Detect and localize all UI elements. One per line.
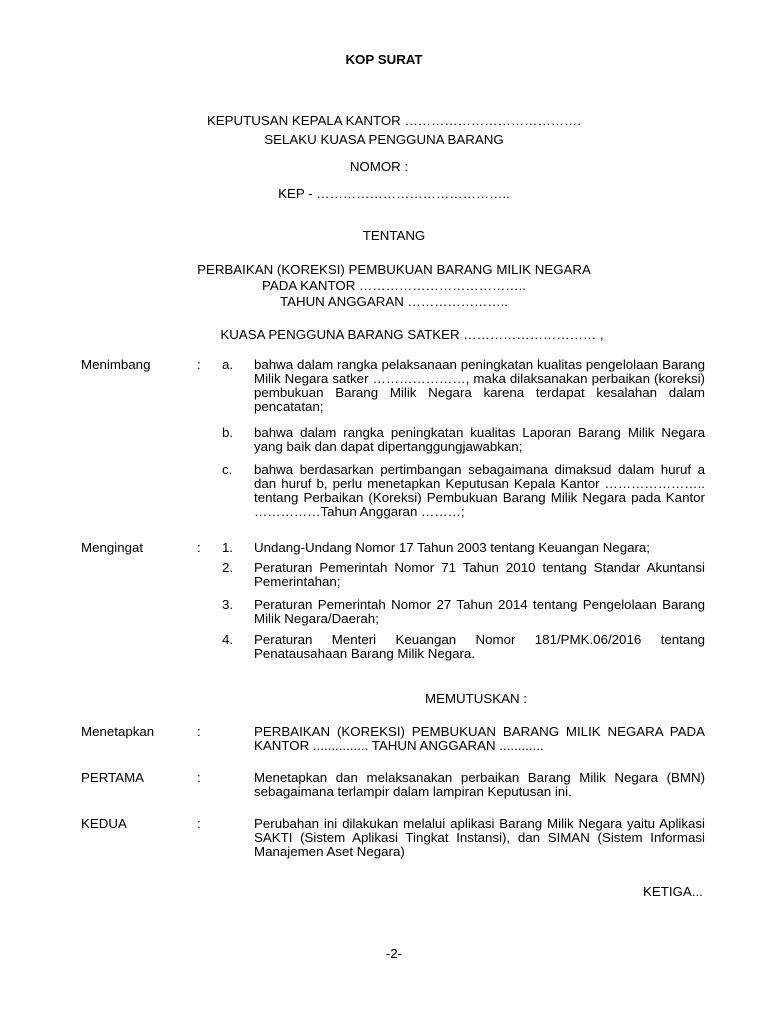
mengingat-colon: : xyxy=(197,540,201,555)
kep-number: KEP - …………………………………….. xyxy=(278,186,510,201)
kedua-text: Perubahan ini dilakukan melalui aplikasi Barang Milik Negara yaitu Aplikasi SAKTI (Sistem Aplikasi Tingkat Instansi), dan SIMAN (Sistem Informasi Manajemen Aset Negara) xyxy=(254,816,705,859)
mengingat-item-num: 4. xyxy=(222,632,234,647)
pertama-colon: : xyxy=(197,770,201,785)
menimbang-label: Menimbang xyxy=(81,357,151,372)
mengingat-item-text: Peraturan Menteri Keuangan Nomor 181/PMK.06/2016 tentang Penatausahaan Barang Milik Negara. xyxy=(254,632,705,661)
page-number: -2- xyxy=(385,946,403,961)
continuation-marker: KETIGA... xyxy=(643,884,703,899)
decree-subtitle-line: SELAKU KUASA PENGGUNA BARANG xyxy=(264,132,504,147)
menimbang-item-num: a. xyxy=(222,357,234,372)
menimbang-item-text: bahwa dalam rangka peningkatan kualitas Laporan Barang Milik Negara yang baik dan dapat dipertanggungjawabkan; xyxy=(254,425,705,454)
memutuskan-heading: MEMUTUSKAN : xyxy=(425,691,527,706)
decree-title-line: KEPUTUSAN KEPALA KANTOR …………………………………. xyxy=(206,113,582,128)
mengingat-item-text: Peraturan Pemerintah Nomor 27 Tahun 2014 tentang Pengelolaan Barang Milik Negara/Daerah; xyxy=(254,597,705,626)
menimbang-item-num: b. xyxy=(222,425,234,440)
menetapkan-colon: : xyxy=(197,724,201,739)
mengingat-item-num: 3. xyxy=(222,597,234,612)
mengingat-item-text: Undang-Undang Nomor 17 Tahun 2003 tentang Keuangan Negara; xyxy=(254,540,651,555)
pertama-text: Menetapkan dan melaksanakan perbaikan Barang Milik Negara (BMN) sebagaimana terlampir dalam lampiran Keputusan ini. xyxy=(254,770,705,799)
kuasa-pengguna-line: KUASA PENGGUNA BARANG SATKER ………………………… , xyxy=(220,327,604,342)
pertama-label: PERTAMA xyxy=(81,770,145,785)
menimbang-item-text: bahwa berdasarkan pertimbangan sebagaimana dimaksud dalam huruf a dan huruf b, perlu menetapkan Keputusan Kepala Kantor ………………….. tentang Perbaikan (Koreksi) Pembukuan Barang Milik Negara pada Kantor ……………Tahun Anggaran ………; xyxy=(254,462,705,519)
menimbang-item-text: bahwa dalam rangka pelaksanaan peningkatan kualitas pengelolaan Barang Milik Negara satker …………………, maka dilaksanakan perbaikan (koreksi) pembukuan Barang Milik Negara karena terdapat kesalahan dalam pencatatan; xyxy=(254,357,705,414)
kedua-label: KEDUA xyxy=(81,816,127,831)
menimbang-item-num: c. xyxy=(222,462,233,477)
mengingat-item-num: 2. xyxy=(222,560,234,575)
tentang-label: TENTANG xyxy=(362,228,426,243)
menetapkan-text: PERBAIKAN (KOREKSI) PEMBUKUAN BARANG MILIK NEGARA PADA KANTOR ............... TAHUN ANGGARAN ............ xyxy=(254,724,705,753)
menimbang-colon: : xyxy=(197,357,201,372)
kedua-colon: : xyxy=(197,816,201,831)
mengingat-item-num: 1. xyxy=(222,540,234,555)
menetapkan-label: Menetapkan xyxy=(81,724,155,739)
nomor-label: NOMOR : xyxy=(349,159,409,174)
kop-surat-heading: KOP SURAT xyxy=(345,52,423,67)
subject-line-1: PERBAIKAN (KOREKSI) PEMBUKUAN BARANG MILIK NEGARA xyxy=(197,262,591,277)
mengingat-item-text: Peraturan Pemerintah Nomor 71 Tahun 2010 tentang Standar Akuntansi Pemerintahan; xyxy=(254,560,705,589)
subject-line-2: PADA KANTOR ……………………………….. xyxy=(262,278,526,293)
mengingat-label: Mengingat xyxy=(81,540,144,555)
subject-line-3: TAHUN ANGGARAN ………………….. xyxy=(279,294,509,309)
